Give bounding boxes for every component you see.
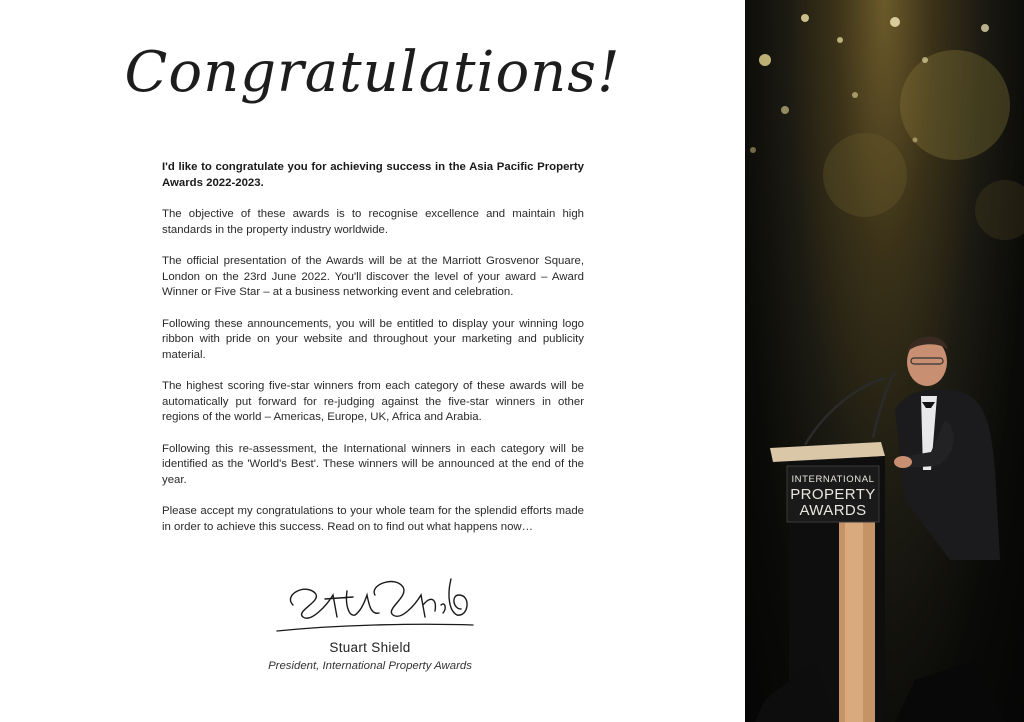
- page-title: Congratulations!: [124, 40, 621, 105]
- paragraph-worlds-best: Following this re-assessment, the International winners in each category will be identified as the 'World's Best'. These winners will be announced at the end of the year.: [162, 442, 584, 486]
- podium-sign-line2: PROPERTY: [790, 486, 876, 503]
- paragraph-rejudging: The highest scoring five-star winners from each category of these awards will be automatically put forward for re-judging against the five-star winners in other regions of the world – Americas, Europe, UK, Africa and Arabia.: [162, 380, 584, 423]
- paragraph-closing: Please accept my congratulations to your whole team for the splendid efforts made in order to achieve this success. Read on to find out what happens now…: [162, 505, 584, 533]
- signatory-name: Stuart Shield: [329, 640, 411, 655]
- photo-illustration: [745, 0, 1024, 722]
- signatory-title: President, International Property Awards: [268, 660, 472, 672]
- speaker-photo: [745, 0, 1024, 722]
- paragraph-objective: The objective of these awards is to recognise excellence and maintain high standards in the property industry worldwide.: [162, 208, 584, 236]
- paragraph-announcements: Following these announcements, you will be entitled to display your winning logo ribbon with pride on your website and throughout your marketing and publicity material.: [162, 317, 584, 361]
- paragraph-intro: I'd like to congratulate you for achieving success in the Asia Pacific Property Awards 2022-2023.: [162, 161, 584, 189]
- signature-block: [255, 565, 495, 672]
- podium-sign-line3: AWARDS: [799, 502, 867, 519]
- handwritten-signature: [275, 565, 475, 635]
- letter-body: [162, 160, 584, 551]
- podium-sign-line1: INTERNATIONAL: [791, 474, 875, 485]
- paragraph-presentation: The official presentation of the Awards will be at the Marriott Grosvenor Square, London on the 23rd June 2022. You'll discover the level of your award – Award Winner or Five Star – at a business networking event and celebration.: [162, 255, 584, 298]
